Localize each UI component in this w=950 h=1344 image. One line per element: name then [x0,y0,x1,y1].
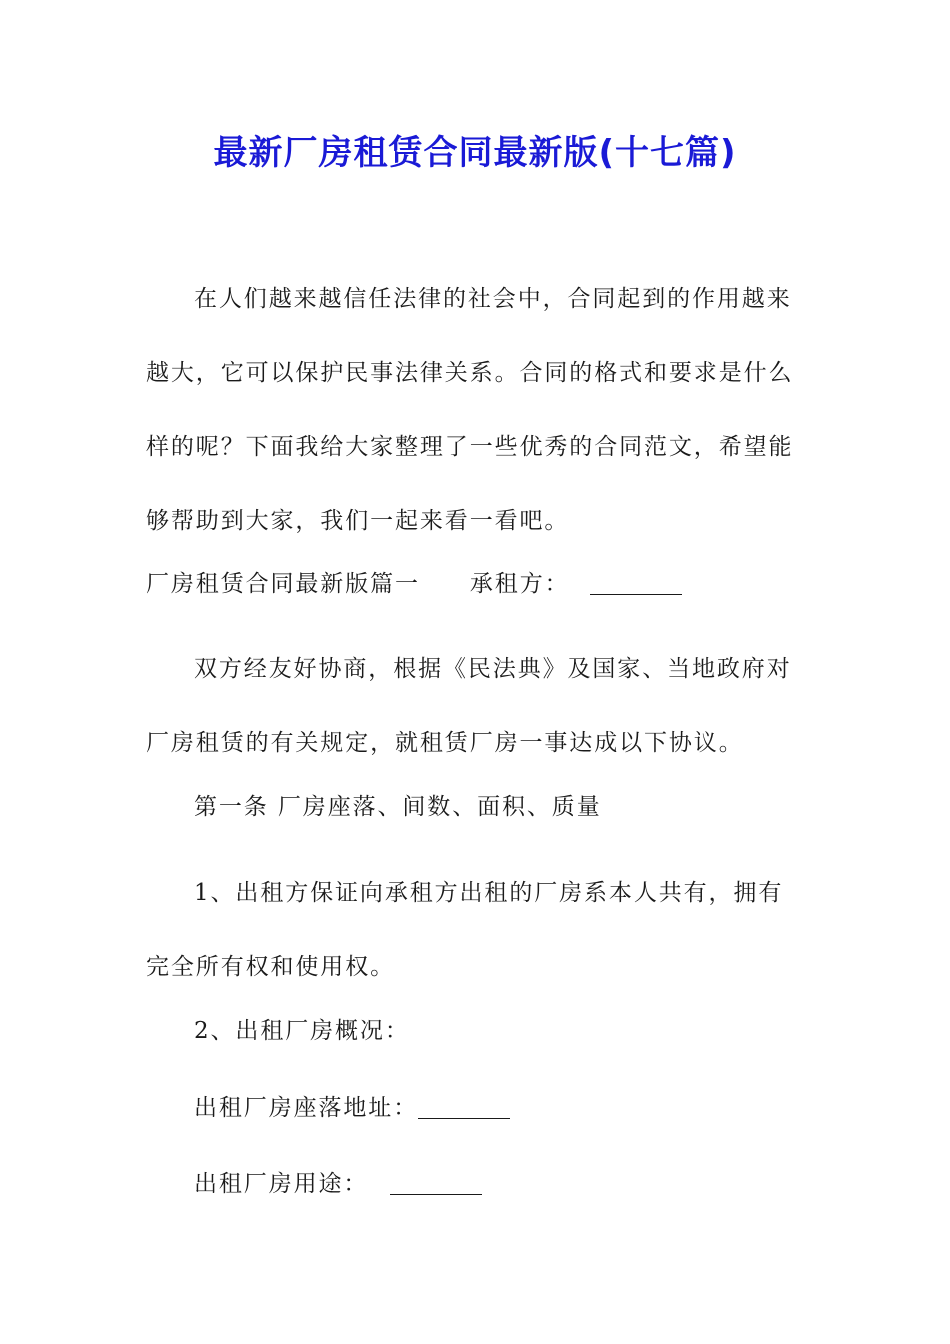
lessee-blank [590,568,682,595]
section-heading: 厂房租赁合同最新版篇一 [146,571,420,597]
address-line [194,1088,510,1128]
address-label: 出租厂房座落地址： [194,1095,419,1121]
section-heading-line [146,564,682,604]
use-label: 出租厂房用途： [194,1171,369,1197]
clause-2: 2、出租厂房概况： [194,1018,410,1044]
lessee-label: 承租方： [469,571,570,597]
use-blank [390,1168,482,1195]
article1-heading: 第一条 厂房座落、间数、面积、质量 [194,794,602,820]
clause-1: 1、出租方保证向承租方出租的厂房系本人共有，拥有完全所有权和使用权。 [146,880,784,980]
document-title: 最新厂房租赁合同最新版(十七篇) [213,133,737,173]
use-line [194,1164,482,1204]
address-blank [418,1092,510,1119]
agreement-paragraph: 双方经友好协商，根据《民法典》及国家、当地政府对厂房租赁的有关规定，就租赁厂房一事达成以下协议。 [146,656,792,756]
intro-paragraph: 在人们越来越信任法律的社会中，合同起到的作用越来越大，它可以保护民事法律关系。合同的格式和要求是什么样的呢？下面我给大家整理了一些优秀的合同范文，希望能够帮助到大家，我们一起来看一看吧。 [146,286,794,534]
